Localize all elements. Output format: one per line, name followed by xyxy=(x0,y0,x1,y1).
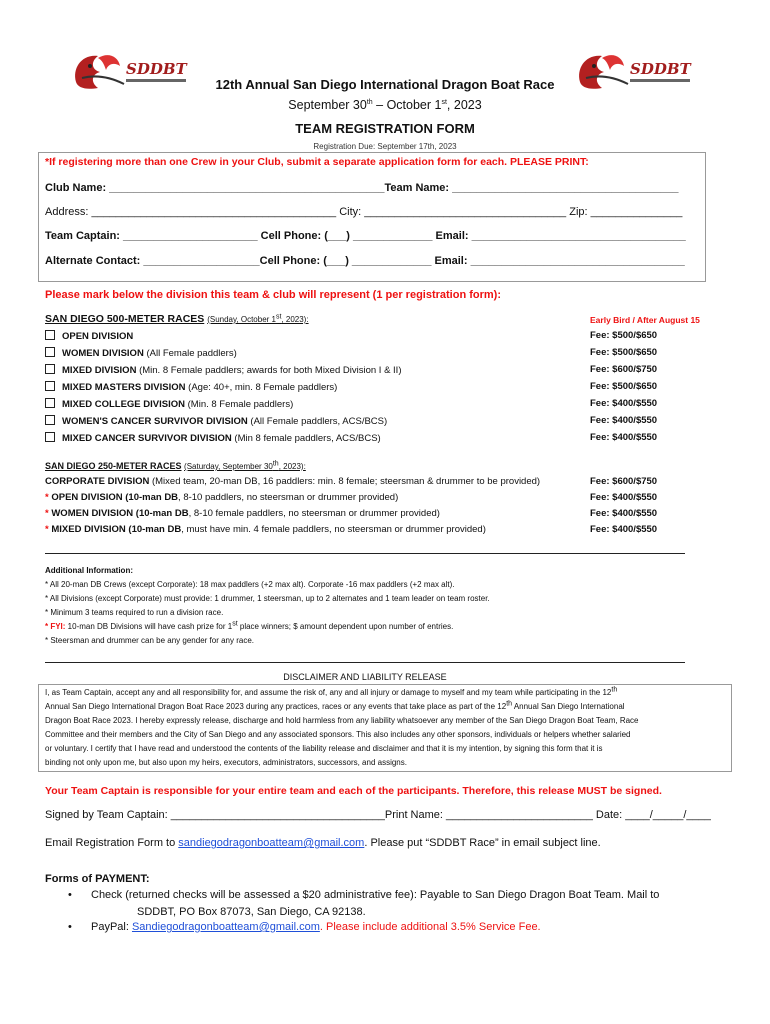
info-line-2: * All Divisions (except Corporate) must provide: 1 drummer, 1 steersman, up to 2 alternates and 1 team leader on team roster. xyxy=(45,594,490,603)
division-name: OPEN DIVISION (10-man DB xyxy=(51,492,179,503)
division-option-500m[interactable] xyxy=(45,398,293,410)
logo-right-text: SDDBT xyxy=(630,60,691,78)
division-desc: (Min. 8 Female paddlers) xyxy=(185,399,294,410)
info-line-1: * All 20-man DB Crews (except Corporate): 18 max paddlers (+2 max alt). Corporate -16 max paddlers (+2 max alt). xyxy=(45,580,455,589)
bullet-icon: • xyxy=(68,889,72,901)
division-desc: (All Female paddlers, ACS/BCS) xyxy=(247,416,388,427)
fee-header: Early Bird / After August 15 xyxy=(590,315,700,325)
division-desc: (All Female paddlers) xyxy=(143,348,237,359)
checkbox[interactable] xyxy=(45,330,55,340)
payment-check-address: SDDBT, PO Box 87073, San Diego, CA 92138. xyxy=(137,906,366,918)
responsibility-notice: Your Team Captain is responsible for your entire team and each of the participants. Therefore, this release MUST be signed. xyxy=(45,785,662,797)
division-desc: , 8-10 female paddlers, no steersman or drummer provided) xyxy=(188,508,440,519)
division-name: WOMEN DIVISION (10-man DB xyxy=(51,508,189,519)
division-name: MIXED DIVISION xyxy=(62,365,137,376)
division-option-500m[interactable] xyxy=(45,347,237,359)
division-option-500m[interactable] xyxy=(45,432,381,444)
form-title: TEAM REGISTRATION FORM xyxy=(295,121,475,136)
logo-left-text: SDDBT xyxy=(126,60,187,78)
division-fee: Fee: $400/$550 xyxy=(590,508,658,519)
division-option-500m[interactable] xyxy=(45,330,133,342)
division-desc: (Mixed team, 20-man DB, 16 paddlers: min. 8 female; steersman & drummer to be provided) xyxy=(149,476,541,487)
division-fee: Fee: $400/$550 xyxy=(590,492,658,503)
division-desc: (Min 8 female paddlers, ACS/BCS) xyxy=(231,433,381,444)
divider-1 xyxy=(45,553,685,554)
division-option-500m[interactable] xyxy=(45,364,401,376)
checkbox[interactable] xyxy=(45,415,55,425)
division-fee: Fee: $500/$650 xyxy=(590,347,658,358)
disclaimer-line-2: Annual San Diego International Dragon Boat Race 2023 during any practices, races or any events that take place as part of the 12th Annual San Diego International xyxy=(45,700,625,711)
paypal-email-link[interactable]: Sandiegodragonboatteam@gmail.com xyxy=(131,921,320,933)
event-dates: September 30th – October 1st, 2023 xyxy=(288,98,482,112)
division-fee: Fee: $500/$650 xyxy=(590,330,658,341)
disclaimer-line-6: binding not only upon me, but also upon my heirs, executors, administrators, successors, and assigns. xyxy=(45,758,407,767)
payment-heading: Forms of PAYMENT: xyxy=(45,873,150,885)
division-name: MIXED MASTERS DIVISION xyxy=(62,382,186,393)
division-name: OPEN DIVISION xyxy=(62,331,134,342)
division-name: WOMEN'S CANCER SURVIVOR DIVISION xyxy=(62,416,248,427)
division-fee: Fee: $400/$550 xyxy=(590,432,658,443)
payment-check-line: Check (returned checks will be assessed a $20 administrative fee): Payable to San Diego Dragon Boat Team. Mail to xyxy=(91,889,660,901)
divider-2 xyxy=(45,662,685,663)
division-fee: Fee: $400/$550 xyxy=(590,398,658,409)
signature-field[interactable]: Signed by Team Captain: ___________________________________Print Name: ________________________ Date: ____/_____/____ xyxy=(45,809,711,821)
races-500-heading: SAN DIEGO 500-METER RACES (Sunday, October 1st, 2023): xyxy=(45,313,309,325)
division-desc: , must have min. 4 female paddlers, no steersman or drummer provided) xyxy=(181,524,486,535)
division-option-250m xyxy=(45,476,540,487)
division-desc: (Age: 40+, min. 8 Female paddlers) xyxy=(185,382,338,393)
info-line-3: * Minimum 3 teams required to run a division race. xyxy=(45,608,224,617)
multiple-crew-notice: *If registering more than one Crew in your Club, submit a separate application form for each. PLEASE PRINT: xyxy=(45,156,589,168)
event-title: 12th Annual San Diego International Dragon Boat Race xyxy=(215,77,555,92)
division-name: MIXED COLLEGE DIVISION xyxy=(62,399,185,410)
disclaimer-line-5: or voluntary. I certify that I have read and understood the contents of the liability release and disclaimer and that it is my intention, by signing this form that it is xyxy=(45,744,603,753)
bullet-icon: • xyxy=(68,921,72,933)
team-captain-field[interactable]: Team Captain: ______________________ Cell Phone: (___) _____________ Email: ___________________________________ xyxy=(45,230,686,242)
division-fee: Fee: $500/$650 xyxy=(590,381,658,392)
division-prompt: Please mark below the division this team & club will represent (1 per registration form): xyxy=(45,289,502,301)
division-option-250m: * OPEN DIVISION (10-man DB, 8-10 paddlers, no steersman or drummer provided) xyxy=(45,492,399,503)
division-fee: Fee: $400/$550 xyxy=(590,524,658,535)
payment-paypal-line: PayPal: Sandiegodragonboatteam@gmail.com. Please include additional 3.5% Service Fee. xyxy=(91,921,541,933)
division-fee: Fee: $600/$750 xyxy=(590,364,658,375)
info-line-5: * Steersman and drummer can be any gender for any race. xyxy=(45,636,254,645)
division-option-250m: * MIXED DIVISION (10-man DB, must have min. 4 female paddlers, no steersman or drummer provided) xyxy=(45,524,486,535)
disclaimer-line-1: I, as Team Captain, accept any and all responsibility for, and assume the risk of, any and all injury or damage to myself and my team while participating in the 12th xyxy=(45,686,618,697)
races-250-heading: SAN DIEGO 250-METER RACES (Saturday, September 30th, 2023): xyxy=(45,460,306,471)
checkbox[interactable] xyxy=(45,432,55,442)
additional-info-heading: Additional Information: xyxy=(45,566,133,575)
club-team-name-field[interactable]: Club Name: _____________________________________________Team Name: _____________________________________ xyxy=(45,182,679,194)
checkbox[interactable] xyxy=(45,364,55,374)
checkbox[interactable] xyxy=(45,347,55,357)
division-name: MIXED DIVISION (10-man DB xyxy=(51,524,182,535)
registration-email-link[interactable]: sandiegodragonboatteam@gmail.com xyxy=(178,837,365,849)
division-option-250m: * WOMEN DIVISION (10-man DB, 8-10 female paddlers, no steersman or drummer provided) xyxy=(45,508,440,519)
email-registration-line: Email Registration Form to sandiegodragonboatteam@gmail.com. Please put “SDDBT Race” in email subject line. xyxy=(45,837,601,849)
alternate-contact-field[interactable]: Alternate Contact: ___________________Cell Phone: (___) _____________ Email: ___________________________________ xyxy=(45,255,685,267)
disclaimer-line-4: Committee and their members and the City of San Diego and any associated sponsors. This also includes any other sponsors, individuals or helpers whether salaried xyxy=(45,730,631,739)
division-option-500m[interactable] xyxy=(45,381,337,393)
disclaimer-heading: DISCLAIMER AND LIABILITY RELEASE xyxy=(283,672,447,682)
division-desc: (Min. 8 Female paddlers; awards for both Mixed Division I & II) xyxy=(136,365,402,376)
division-desc: , 8-10 paddlers, no steersman or drummer provided) xyxy=(178,492,399,503)
address-field[interactable]: Address: ________________________________________ City: _________________________________ Zip: _______________ xyxy=(45,206,683,218)
division-option-500m[interactable] xyxy=(45,415,387,427)
info-line-4: * FYI: 10-man DB Divisions will have cash prize for 1st place winners; $ amount dependent upon number of entries. xyxy=(45,620,454,631)
division-name: CORPORATE DIVISION xyxy=(45,476,150,487)
division-fee: Fee: $600/$750 xyxy=(590,476,658,487)
division-name: WOMEN DIVISION xyxy=(62,348,144,359)
disclaimer-line-3: Dragon Boat Race 2023. I hereby expressly release, discharge and hold harmless from any liability whatsoever any member of the San Diego Dragon Boat Team, Race xyxy=(45,716,639,725)
registration-due: Registration Due: September 17th, 2023 xyxy=(313,142,457,151)
checkbox[interactable] xyxy=(45,381,55,391)
division-fee: Fee: $400/$550 xyxy=(590,415,658,426)
checkbox[interactable] xyxy=(45,398,55,408)
division-name: MIXED CANCER SURVIVOR DIVISION xyxy=(62,433,232,444)
